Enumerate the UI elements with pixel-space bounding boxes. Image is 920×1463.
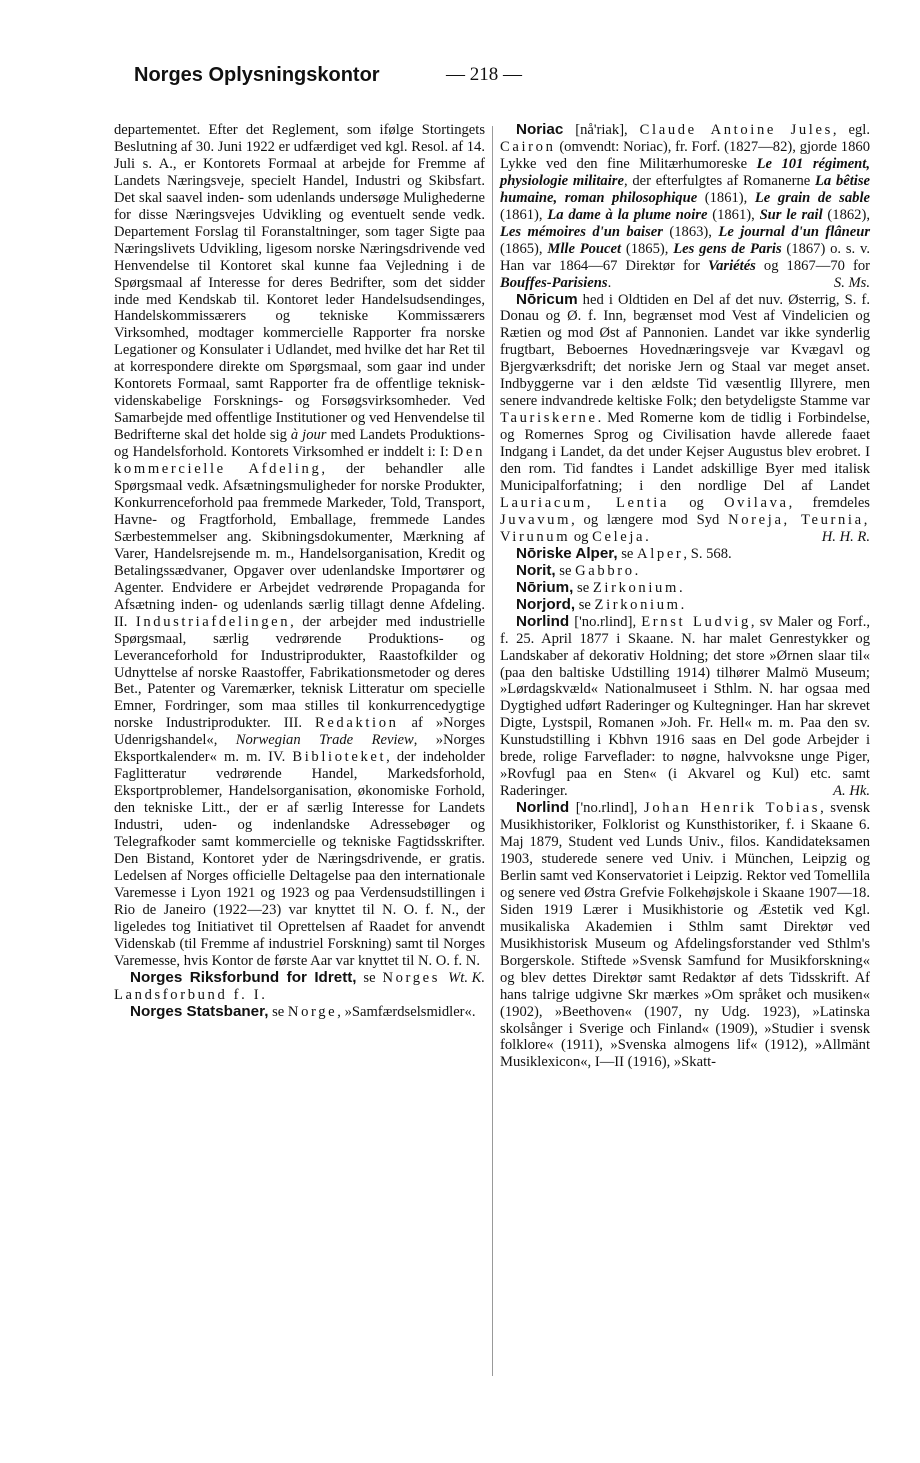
text-run: hed i Oldtiden en Del af det nuv. Østerrig, S. f. Donau og Ø. f. Inn, begrænset mod Vest af Vindelicien og Rætien og mod Øst af Pannonien. Landet var ikke synderlig frugtbart, Beboernes Hovednæringsveje var Kvægavl og Bjergværksdrift; det noriske Jern og Staal var meget anset. Indbyggerne var i den ældste Tid væsentlig Illyrere, men senere indvandrede keltiske Folk; den betydeligste Stamme var [500,291,870,410]
text-run: se [573,579,593,596]
text-run: . [678,579,683,596]
text-run: (1862), [822,206,870,223]
text-run: Juvavum [500,511,572,528]
author-signature: S. Ms. [833,274,870,291]
cross-reference: Norge [287,1003,338,1020]
text-run: (1863), [662,223,719,240]
text-run: ['no.rlind], [569,800,645,817]
text-run: . [634,562,639,579]
author-signature: A. Hk. [833,783,870,800]
title-run: Le grain de sable [754,189,870,206]
entry-norges-statsbaner [114,1004,485,1021]
author-signature: Wt. K. [448,969,485,986]
text-run: Tauriskerne [500,410,598,427]
text-run: (1861), [707,206,760,223]
title-run: Les mémoires d'un baiser [500,223,663,240]
text-run: og 1867—70 for [755,257,870,274]
title-run: Bouffes-Parisiens [500,274,608,291]
text-run: , »Samfærdselsmidler«. [337,1003,476,1020]
text-run: og [570,528,593,545]
title-run: Sur le rail [759,206,823,223]
text-run: . [680,596,685,613]
text-run: Noreja, Teurnia, Virunum [500,511,870,545]
text-run: Norwegian Trade Review [235,732,414,749]
entry-headword: Norlind [516,612,570,630]
text-run: , der indeholder Faglitteratur vedrørende Handel, Markedsforhold, Eksportproblemer, Handelsorganisation, økonomiske Forhold, den tekniske Litt., der er af særlig Interesse for Landets Industri, uden- og indenlandske Adressebøger og Telegrafkoder samt kommercielle og tekniske Fagtidsskrifter. Den Bistand, Kontoret yder de Næringsdrivende, er gratis. Ledelsen af Norges officielle Deltagelse paa den internationale Varemesse i Lyon 1921 og 1923 og paa Verdensudstillingen i Rio de Janeiro (1922—23) var knyttet til N. O. f. N., der ligeledes tog Initiativet til Oprettelsen af Raadet for anvendt Videnskab (til Fremme af industriel Forskning) samt til Norges Varemesse, hvis Kontor de første Aar var knyttet til N. O. f. N. [114,749,485,969]
title-run: Le 101 régiment, physiologie militaire [500,155,870,189]
cross-reference: Gabbro [575,562,635,579]
text-run: ['no.rlind], [569,613,642,630]
cross-reference: Zirkonium [594,596,681,613]
entry-headword: Nōriske Alper, [516,544,618,562]
author-signature: H. H. R. [821,528,870,545]
text-run: (omvendt: Noriac), fr. Forf. (1827—82), gjorde 1860 Lykke ved den fine Militærhumoreske [500,138,870,172]
text-run: [nå'riak], [563,122,640,138]
text-run: , S. 568. [683,545,732,562]
text-run: , der efterfulgtes af Romanerne [623,172,815,189]
title-run: La bêtise humaine, roman philosophique [500,172,870,206]
text-run: se [575,596,595,613]
title-run: Le journal d'un flâneur [718,223,871,240]
text-run: à jour [290,427,327,444]
entry-norjord [500,597,870,614]
entry-headword: Nōrium, [516,578,574,596]
entry-headword: Noriac [516,121,564,138]
text-run: (1865), [621,240,674,257]
entry-headword: Norges Riksforbund for Idrett, [130,968,357,986]
text-run: . Med Romerne kom de tidlig i Forbindelse, og Romernes Sprog og Civilisation havde allerede faaet Indgang i Landet, da det under Kejser Augustus blev erobret. I den rom. Tid fandtes i Landet adskillige Byer med italisk Municipalforfatning; i den nordlige Del af Landet [500,410,870,495]
text-run: departementet. Efter det Reglement, som ifølge Stortingets Beslutning af 30. Juni 1922 er udfærdiget ved kgl. Resol. af 14. Juli s. A., er Kontorets Formaal at arbejde for Fremme af Landets Næringsveje, specielt Handel, Industri og Skibsfart. Det skal saavel inden- som udenlands undersøge Mulighederne for disse Næringsvejes Udvikling og eventuelt sende vedk. Departement Forslag til Foranstaltninger, som tager Sigte paa Næringslivets Udvikling, ligesom norske Næringsdrivende ved Henvendelse til Kontoret skal kunne faa Vejledning i de Spørgsmaal af Interesse for deres Bedrifter, som det sidder inde med Kendskab til. Kontoret leder Handelsudsendinges, Handelskommissærers og tekniske Kommissærers Virksomhed, modtager kommercielle Rapporter fra norske Legationer og Konsulater i Udlandet, med hvilke det har Ret til at korrespondere direkte om Spørgsmaal, som gaar ind under Kontorets Formaal, samt Rapporter fra de offentlige teknisk-videnskabelige Forsknings- og Forsøgsvirksomheder. Ved Samarbejde med offentlige Institutioner og ved Henvendelse til Bedrifterne skal det holde sig [114,122,485,444]
page-number: — 218 — [446,64,522,85]
text-run: Celeja [592,528,646,545]
title-run: La dame à la plume noire [547,206,708,223]
entry-noricum [500,292,870,546]
cross-reference: Zirkonium [592,579,679,596]
left-column [114,122,485,1021]
entry-noriac [500,122,870,292]
text-run: , fremdeles [788,494,870,511]
entry-headword: Norit, [516,561,556,579]
right-column [500,122,870,1071]
text-run: , egl. [832,122,870,138]
text-run: (1865), [500,240,548,257]
title-run: Mlle Poucet [547,240,622,257]
text-run: af »Norges Udenrigshandel«, [114,715,485,749]
entry-norges-riksforbund [114,970,485,1004]
text-run: Cairon [500,138,556,155]
text-run: , der behandler alle Spørgsmaal vedk. Afsætningsmuligheder for norske Produkter, Konkurrenceforhold paa fremmede Markeder, Told, Transport, Havne- og Fragtforhold, Emballage, fremmede Landes Særbestemmelser ang. Skibningsdokumenter, Mærkning af Varer, Handelsrejsende m. m., Handelsorganisation, Kredit og Betalingssædvaner, Opgaver over udenlandske Importører og Agenter. Endvidere er Arbejdet vedrørende Propaganda for Afsætning inden- og udenlands særlig tillagt denne Afdeling. II. [114,461,486,630]
text-run: , der arbejder med industrielle Spørgsmaal, særlig vedrørende Produktions- og Leveranceforhold for Industriprodukter, Raastofkilder og Udnyttelse af norske Raastoffer, Fabrikationsmetoder og deres Bet., Patenter og Varemærker, teknisk Litteratur om specielle Emner, Fordringer, som maa stilles til konkurrencedygtige norske Industriprodukter. III. [114,613,485,732]
text-run: med Landets Produktions- og Handelsforhold. Kontorets Virksomhed er inddelt i: I: [114,427,485,461]
text-run: Den kommercielle Afdeling [114,444,485,478]
text-run: Johan Henrik Tobias [644,800,821,817]
text-run: se [268,1003,288,1020]
text-run: se [555,562,576,579]
text-run: , »Norges Eksportkalender« m. m. IV. [114,732,485,766]
text-run: , svensk Musikhistoriker, Folklorist og Kunsthistoriker, f. i Skaane 6. Maj 1879, Student ved Lunds Univ., filos. Kandidateksamen 1903, studerede senere ved Univ. i München, Leipzig og Berlin samt ved Konservatoriet i Leipzig. Rektor ved Tomellila og senere ved Østra Grefvie Folkehøjskole i Skaane 1907—18. Siden 1919 Lærer i Musikhistorie og Æstetik ved Kgl. musikaliska Akademien i Sthlm samt Direktør ved Musikhistorisk Museum og Afdelingsforstander ved Sthlm's Borgerskole. Stiftede »Svensk Samfund for Musikforskning« og blev dettes Direktør samt Redaktør af dets Tidsskrift. Af hans talrige udgivne Skr mærkes »Om språket och musiken« (1902), »Beethoven« (1907, ny Udg. 1923), »Latinska skolsånger i Sverige och Finland« (1909), »Studier i svensk folklore« (1911), »Svenska almogens lif« (1912), »Allmänt Musiklexicon«, I—II (1916), »Skatt- [500,800,870,1071]
text-run: . [645,528,649,545]
entry-norium [500,580,870,597]
text-run: Ovilava [724,494,789,511]
text-run: . [607,274,612,291]
entry-norit [500,563,870,580]
text-run: Ernst Ludvig [641,613,751,630]
text-run: (1861), [500,206,548,223]
running-header [118,64,858,94]
title-run: Variétés [708,257,756,274]
text-run: Claude Antoine Jules [639,122,833,138]
entry-headword: Norges Statsbaner, [130,1002,269,1020]
entry-headword: Nōricum [516,290,578,308]
entry-norlind-johan [500,800,870,1071]
entry-noriske-alper [500,546,870,563]
column-divider [492,126,493,1376]
entry-norlind-ernst [500,614,870,800]
text-run: (1861), [697,189,755,206]
text-run: Industriafdelingen [135,613,291,630]
text-run: , sv Maler og Forf., f. 25. April 1877 i Skaane. N. har malet Genrestykker og Landskaber af dekorativ Holdning; det store »Ørnen slaar til« (paa den baltiske Udstilling 1914) tilhører Malmö Museum; »Lørdagskvæld« Nationalmuseet i Sthlm. N. har ogsaa med Dygtighed udført Raderinger og Kultegninger. Han har skrevet Digte, Lystspil, Romanen »Joh. Fr. Hell« m. m. Paa den sv. Kunstudstilling i Kbhvn 1916 saas en Del gode Arbejder i brede, rolige Farveflader: to nøgne, halvvoksne unge Piger, »Rovfugl paa en Sten« (i Akvarel og Kul) etc. samt Raderinger. [500,613,871,800]
text-run: og [669,494,725,511]
entry-headword: Norlind [516,799,570,817]
text-run: se [617,545,638,562]
text-run: (1867) o. s. v. Han var 1864—67 Direktør for [500,240,870,274]
header-title: Norges Oplysningskontor [134,64,380,86]
text-run: se [356,969,383,986]
entry-headword: Norjord, [516,595,576,613]
text-run: Biblioteket [292,749,387,766]
text-run: , og længere mod Syd [571,511,729,528]
title-run: Les gens de Paris [673,240,782,257]
text-run: Redaktion [314,715,399,732]
cross-reference: Norges Landsforbund f. I. [114,969,441,1003]
text-run: Lauriacum, Lentia [500,494,670,511]
cross-reference: Alper [637,545,684,562]
